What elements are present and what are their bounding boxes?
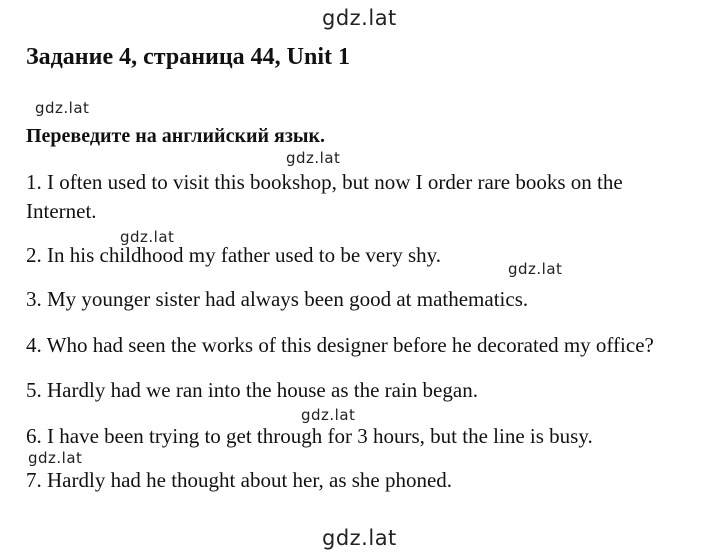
sentence-7: 7. Hardly had he thought about her, as she phoned. bbox=[26, 468, 453, 492]
sentence-2: 2. In his childhood my father used to be very shy. bbox=[26, 243, 442, 267]
sentence-5: 5. Hardly had we ran into the house as the rain began. bbox=[26, 378, 478, 402]
sentence-6: 6. I have been trying to get through for 3 hours, but the line is busy. bbox=[26, 424, 593, 448]
watermark-bottom: gdz.lat bbox=[322, 526, 397, 550]
watermark: gdz.lat bbox=[508, 260, 563, 278]
sentence-1-line-1: 1. I often used to visit this bookshop, but now I order rare books on the bbox=[26, 170, 623, 194]
watermark: gdz.lat bbox=[301, 406, 356, 424]
sentence-4: 4. Who had seen the works of this designer before he decorated my office? bbox=[26, 333, 654, 357]
sentence-3: 3. My younger sister had always been good at mathematics. bbox=[26, 287, 529, 311]
watermark: gdz.lat bbox=[35, 99, 90, 117]
watermark: gdz.lat bbox=[120, 228, 175, 246]
sentence-1-line-2: Internet. bbox=[26, 199, 97, 223]
watermark: gdz.lat bbox=[286, 149, 341, 167]
task-instruction: Переведите на английский язык. bbox=[26, 125, 326, 147]
watermark: gdz.lat bbox=[28, 449, 83, 467]
page-title: Задание 4, страница 44, Unit 1 bbox=[26, 44, 351, 70]
watermark-top: gdz.lat bbox=[322, 6, 397, 30]
